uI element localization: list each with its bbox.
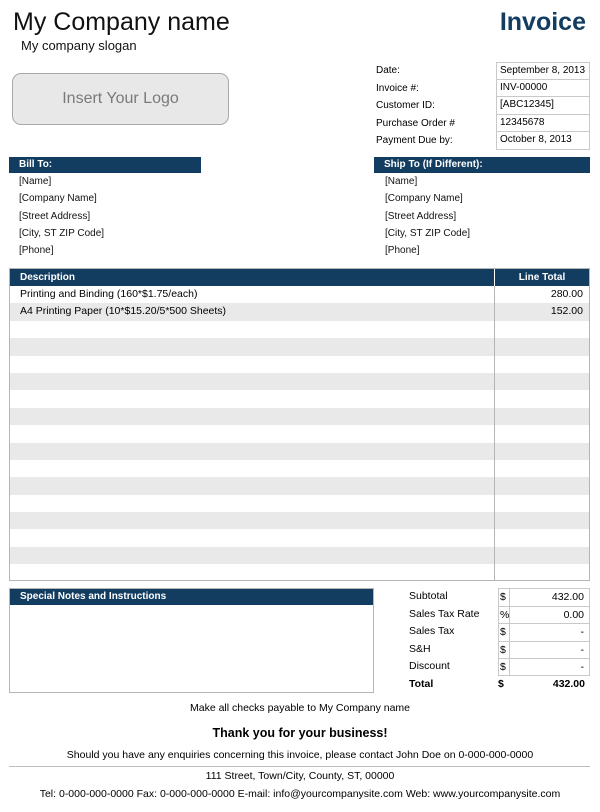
item-description bbox=[10, 408, 494, 425]
item-description: Printing and Binding (160*$1.75/each) bbox=[20, 288, 198, 300]
totals-row-sales-tax bbox=[409, 623, 590, 641]
company-slogan: My company slogan bbox=[21, 38, 137, 53]
item-description bbox=[10, 373, 494, 390]
table-row[interactable] bbox=[10, 390, 589, 407]
item-line-total bbox=[494, 547, 589, 564]
meta-label: Purchase Order # bbox=[376, 117, 455, 129]
company-address: 111 Street, Town/City, County, ST, 00000 bbox=[205, 770, 395, 782]
invoice-meta-table bbox=[376, 62, 590, 150]
totals-label: Sales Tax Rate bbox=[409, 607, 480, 620]
item-line-total: 280.00 bbox=[494, 286, 589, 303]
table-row[interactable] bbox=[10, 303, 589, 320]
item-description bbox=[10, 425, 494, 442]
table-row[interactable] bbox=[10, 321, 589, 338]
line-items-table bbox=[9, 268, 590, 581]
totals-label: Sales Tax bbox=[409, 625, 455, 637]
table-row[interactable] bbox=[10, 512, 589, 529]
item-description: A4 Printing Paper (10*$15.20/5*500 Sheets) bbox=[20, 305, 227, 318]
totals-symbol: $ bbox=[498, 623, 509, 641]
totals-label: Subtotal bbox=[409, 590, 448, 602]
totals-label: Total bbox=[409, 677, 434, 690]
invoice-title: Invoice bbox=[499, 8, 586, 36]
ship-to-heading: Ship To (If Different): bbox=[374, 157, 590, 173]
bill-to-street[interactable]: [Street Address] bbox=[19, 210, 91, 222]
logo-placeholder[interactable] bbox=[12, 73, 229, 125]
totals-row-subtotal bbox=[409, 588, 590, 606]
item-description bbox=[10, 460, 494, 477]
footer-divider bbox=[9, 766, 590, 767]
logo-placeholder-text: Insert Your Logo bbox=[62, 90, 179, 107]
company-name: My Company name bbox=[13, 8, 230, 36]
bill-to-phone[interactable]: [Phone] bbox=[19, 245, 54, 257]
item-line-total bbox=[494, 356, 589, 373]
item-line-total bbox=[494, 321, 589, 338]
table-row[interactable] bbox=[10, 356, 589, 373]
item-description bbox=[10, 512, 494, 529]
totals-symbol: % bbox=[498, 606, 509, 624]
bill-to-heading: Bill To: bbox=[9, 157, 201, 173]
item-description bbox=[10, 390, 494, 407]
grand-total-value: 432.00 bbox=[552, 677, 585, 690]
item-line-total bbox=[494, 373, 589, 390]
totals-label: S&H bbox=[409, 642, 431, 655]
totals-symbol: $ bbox=[498, 588, 509, 606]
item-line-total bbox=[494, 390, 589, 407]
item-line-total bbox=[494, 495, 589, 512]
item-description bbox=[10, 338, 494, 355]
table-row[interactable] bbox=[10, 373, 589, 390]
meta-value-customer-id[interactable]: [ABC12345] bbox=[496, 97, 590, 115]
meta-label: Invoice #: bbox=[376, 82, 419, 94]
special-notes-heading: Special Notes and Instructions bbox=[10, 589, 373, 605]
meta-label: Customer ID: bbox=[376, 100, 435, 111]
bill-to-name[interactable]: [Name] bbox=[19, 176, 52, 187]
table-row[interactable] bbox=[10, 425, 589, 442]
meta-label: Payment Due by: bbox=[376, 135, 453, 146]
ship-to-phone[interactable]: [Phone] bbox=[385, 245, 420, 257]
table-row[interactable] bbox=[10, 408, 589, 425]
table-row[interactable] bbox=[10, 547, 589, 564]
table-row[interactable] bbox=[10, 529, 589, 546]
meta-value-payment-due[interactable]: October 8, 2013 bbox=[496, 132, 590, 150]
totals-symbol: $ bbox=[498, 658, 509, 676]
discount-value[interactable]: - bbox=[509, 658, 590, 676]
item-description bbox=[10, 564, 494, 581]
special-notes-box[interactable] bbox=[9, 588, 374, 693]
totals-row-shipping bbox=[409, 641, 590, 659]
item-description bbox=[10, 477, 494, 494]
item-description bbox=[10, 529, 494, 546]
ship-to-street[interactable]: [Street Address] bbox=[385, 210, 457, 222]
ship-to-name[interactable]: [Name] bbox=[385, 176, 418, 187]
sales-tax-rate-value[interactable]: 0.00 bbox=[509, 606, 590, 624]
item-line-total bbox=[494, 477, 589, 494]
checks-payable-note: Make all checks payable to My Company name bbox=[189, 702, 411, 714]
ship-to-address bbox=[385, 173, 470, 259]
bill-to-address bbox=[19, 173, 104, 259]
totals-table bbox=[409, 588, 590, 693]
totals-symbol: $ bbox=[498, 641, 509, 659]
table-row[interactable] bbox=[10, 495, 589, 512]
totals-row-sales-tax-rate bbox=[409, 606, 590, 624]
totals-label: Discount bbox=[409, 660, 450, 672]
table-row[interactable] bbox=[10, 477, 589, 494]
line-items-body bbox=[10, 286, 589, 581]
meta-value-purchase-order[interactable]: 12345678 bbox=[496, 115, 590, 133]
item-description bbox=[10, 495, 494, 512]
item-line-total bbox=[494, 408, 589, 425]
column-header-line-total: Line Total bbox=[494, 269, 589, 286]
item-line-total bbox=[494, 443, 589, 460]
item-line-total bbox=[494, 512, 589, 529]
item-line-total bbox=[494, 564, 589, 581]
column-header-description: Description bbox=[20, 272, 76, 283]
meta-row-payment-due bbox=[376, 132, 590, 150]
enquiry-note: Should you have any enquiries concerning this invoice, please contact John Doe on 0-000-000-0000 bbox=[66, 749, 534, 761]
item-description bbox=[10, 547, 494, 564]
meta-value-date[interactable]: September 8, 2013 bbox=[496, 62, 590, 80]
ship-to-city[interactable]: [City, ST ZIP Code] bbox=[385, 227, 471, 239]
shipping-value[interactable]: - bbox=[509, 641, 590, 659]
totals-row-discount bbox=[409, 658, 590, 676]
table-row[interactable] bbox=[10, 460, 589, 477]
table-row[interactable] bbox=[10, 286, 589, 303]
totals-row-total bbox=[409, 676, 590, 694]
sales-tax-value: - bbox=[509, 623, 590, 641]
meta-row-invoice-number bbox=[376, 80, 590, 98]
meta-row-customer-id bbox=[376, 97, 590, 115]
meta-row-date bbox=[376, 62, 590, 80]
table-row[interactable] bbox=[10, 443, 589, 460]
subtotal-value: 432.00 bbox=[509, 588, 590, 606]
table-row[interactable] bbox=[10, 564, 589, 581]
item-line-total bbox=[494, 529, 589, 546]
item-description bbox=[10, 356, 494, 373]
item-line-total bbox=[494, 425, 589, 442]
item-line-total bbox=[494, 460, 589, 477]
table-row[interactable] bbox=[10, 338, 589, 355]
meta-row-purchase-order bbox=[376, 115, 590, 133]
item-line-total: 152.00 bbox=[494, 303, 589, 320]
thank-you-message: Thank you for your business! bbox=[212, 726, 388, 740]
ship-to-company[interactable]: [Company Name] bbox=[385, 193, 463, 205]
line-items-header bbox=[10, 269, 589, 286]
bill-to-company[interactable]: [Company Name] bbox=[19, 193, 97, 205]
company-contact: Tel: 0-000-000-0000 Fax: 0-000-000-0000 E-mail: info@yourcompanysite.com Web: www.yourcompanysite.com bbox=[39, 788, 561, 800]
item-line-total bbox=[494, 338, 589, 355]
totals-symbol: $ bbox=[498, 677, 504, 690]
item-description bbox=[10, 443, 494, 460]
bill-to-city[interactable]: [City, ST ZIP Code] bbox=[19, 227, 105, 239]
meta-label: Date: bbox=[376, 65, 400, 76]
item-description bbox=[10, 321, 494, 338]
meta-value-invoice-number[interactable]: INV-00000 bbox=[496, 80, 590, 98]
